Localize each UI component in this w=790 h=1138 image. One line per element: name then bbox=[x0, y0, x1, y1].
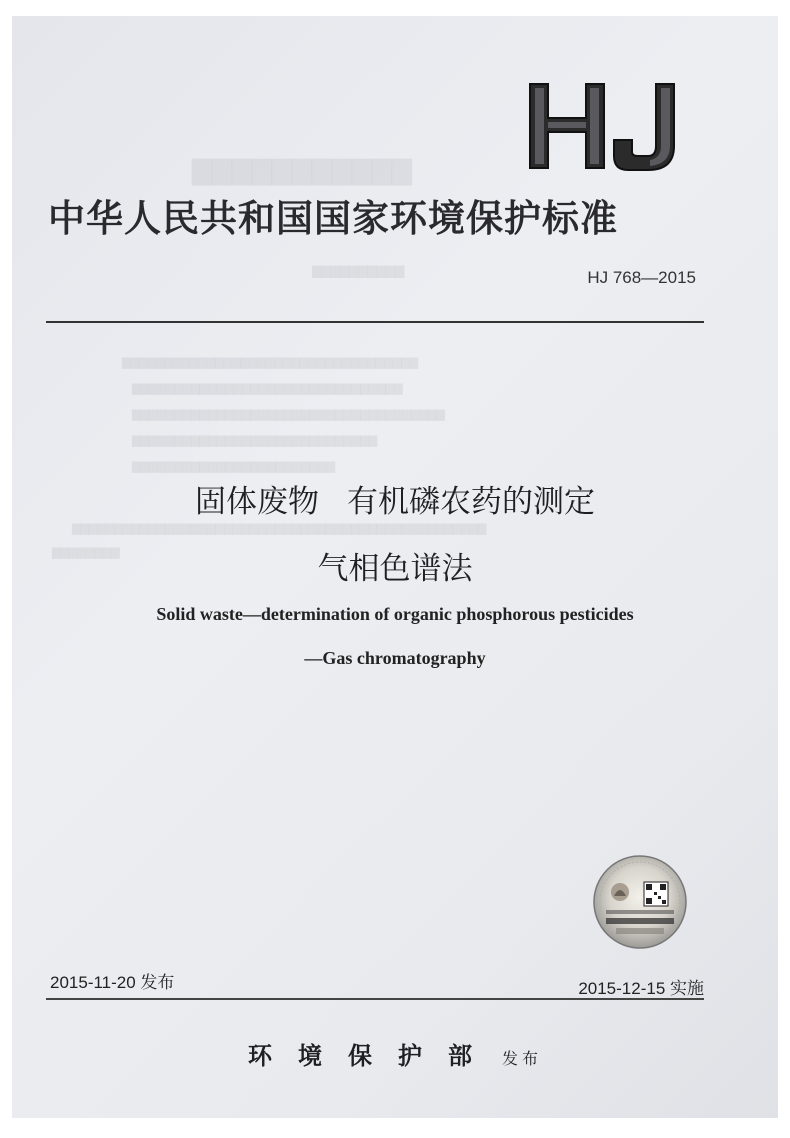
show-through-line: ▇▇▇▇▇▇▇▇ bbox=[52, 546, 120, 559]
hj-logo bbox=[524, 78, 684, 174]
title-cn-part2: 有机磷农药的测定 bbox=[347, 484, 595, 520]
title-chinese-line1 bbox=[12, 476, 778, 521]
standard-number: HJ 768—2015 bbox=[587, 268, 696, 287]
footer-divider bbox=[46, 998, 704, 1000]
document-cover bbox=[12, 16, 778, 1118]
header-divider bbox=[46, 321, 704, 323]
publisher-line bbox=[12, 1036, 778, 1071]
title-chinese-line2: 气相色谱法 bbox=[317, 551, 473, 587]
show-through-line: ▇▇▇▇▇▇▇▇▇▇▇▇▇▇▇▇▇▇▇▇▇▇▇▇▇▇▇▇▇ bbox=[132, 434, 378, 447]
title-english-line1: Solid waste—determination of organic phosphorous pesticides bbox=[156, 604, 634, 624]
logo-letter-h bbox=[530, 84, 604, 168]
show-through-line: ▇▇▇▇▇▇▇▇▇▇▇▇▇▇▇▇▇▇▇▇▇▇▇▇▇▇▇▇▇▇▇▇▇▇▇▇▇ bbox=[132, 408, 446, 421]
publisher-name: 环境保护部 bbox=[247, 1041, 498, 1070]
issue-date: 2015-11-20 发布 bbox=[50, 973, 175, 992]
issuing-body-title: 中华人民共和国国家环境保护标准 bbox=[48, 196, 618, 240]
show-through-line: ▇▇▇▇▇▇▇▇▇▇▇▇▇▇▇▇▇▇▇▇▇▇▇▇▇▇▇▇▇▇▇▇▇▇▇▇▇▇▇▇▇▇▇▇▇▇▇▇▇ bbox=[72, 522, 487, 535]
show-through-line: ▇▇▇▇▇▇▇▇▇▇▇▇▇▇▇▇▇▇▇▇▇▇▇▇▇▇▇▇▇▇▇▇▇▇▇ bbox=[122, 356, 419, 369]
show-through-line: ▇▇▇▇▇▇▇▇▇▇▇▇▇▇▇▇▇▇▇▇▇▇▇▇▇▇▇▇▇▇▇▇ bbox=[132, 382, 403, 395]
anti-counterfeit-seal bbox=[592, 854, 688, 950]
implementation-date: 2015-12-15 实施 bbox=[578, 979, 704, 998]
show-through-line: ▇▇▇▇▇▇▇▇▇▇▇ bbox=[192, 156, 412, 186]
show-through-line: ▇▇▇▇▇▇▇▇▇▇ bbox=[312, 264, 405, 278]
logo-letter-j bbox=[614, 84, 674, 170]
title-cn-part1: 固体废物 bbox=[195, 484, 319, 520]
show-through-line: ▇▇▇▇▇▇▇▇▇▇▇▇▇▇▇▇▇▇▇▇▇▇▇▇ bbox=[132, 460, 336, 473]
title-english-line2: —Gas chromatography bbox=[304, 648, 486, 668]
publisher-verb: 发布 bbox=[501, 1049, 542, 1068]
